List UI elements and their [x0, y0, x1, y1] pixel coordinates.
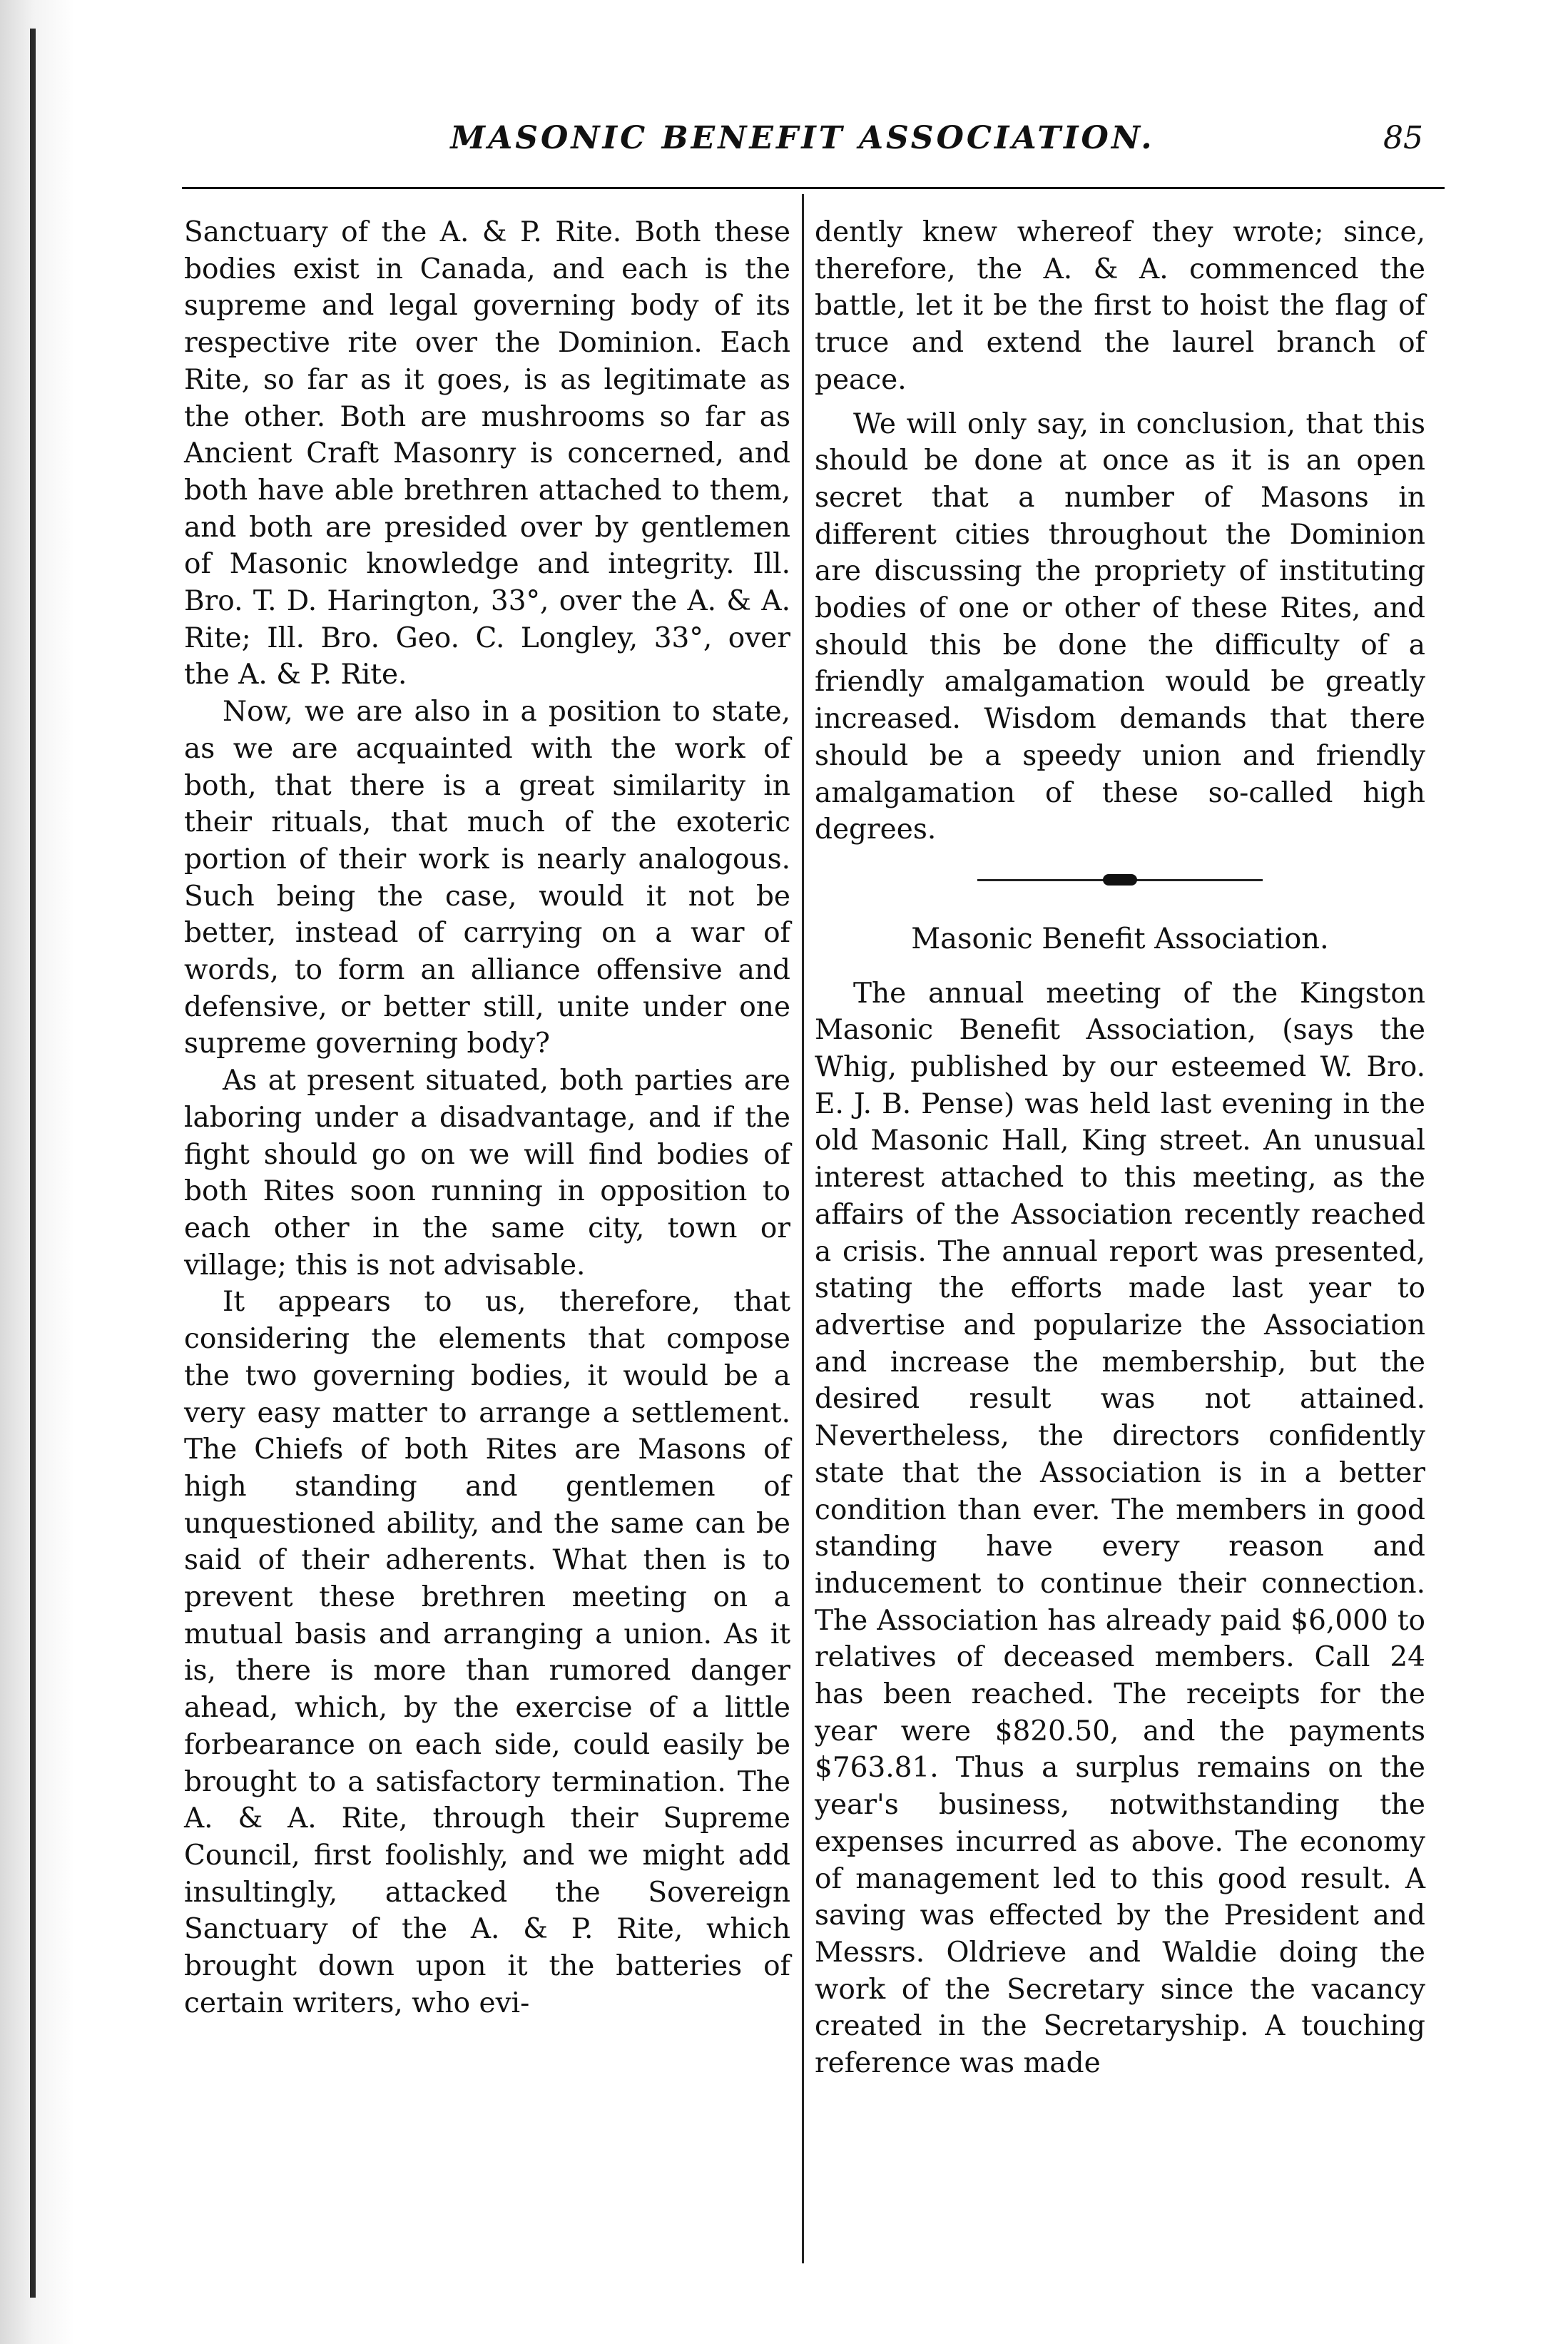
article-divider: [815, 848, 1425, 911]
left-paragraph-1: Sanctuary of the A. & P. Rite. Both these bodies exist in Canada, and each is the supreme and legal governing body of its respective rite over the Dominion. Each Rite, so far as it goes, is as legitimate as the other. Both are mushrooms so far as Ancient Craft Masonry is concerned, and both have able brethren attached to them, and both are presided over by gentlemen of Masonic knowledge and integrity. Ill. Bro. T. D. Harington, 33°, over the A. & A. Rite; Ill. Bro. Geo. C. Longley, 33°, over the A. & P. Rite.: [184, 216, 790, 691]
left-paragraph-2: Now, we are also in a position to state, as we are acquainted with the work of both, that there is a great similarity in their rituals, that much of the exoteric portion of their work is nearly analogous. Such being the case, would it not be better, instead of carrying on a war of words, to form an alliance offensive and defensive, or better still, unite under one supreme governing body?: [184, 696, 790, 1060]
article-paragraph-1: The annual meeting of the Kingston Masonic Benefit Association, (says the Whig, published by our esteemed W. Bro. E. J. B. Pense) was held last evening in the old Masonic Hall, King street. An unusual interest attached to this meeting, as the affairs of the Association recently reached a crisis. The annual report was presented, stating the efforts made last year to advertise and popularize the Association and increase the membership, but the desired result was not attained. Nevertheless, the directors confidently state that the Association is in a better condition than ever. The members in good standing have every reason and inducement to continue their connection. The Association has already paid $6,000 to relatives of deceased members. Call 24 has been reached. The receipts for the year were $820.50, and the payments $763.81. Thus a surplus remains on the year's business, notwithstanding the expenses incurred as above. The economy of management led to this good result. A saving was effected by the President and Messrs. Oldrieve and Waldie doing the work of the Secretary since the vacancy created in the Secretaryship. A touching reference was made: [815, 977, 1425, 2080]
page-number: 85: [1383, 120, 1423, 156]
right-paragraph-2: We will only say, in conclusion, that this should be done at once as it is an open secret that a number of Masons in different cities throughout the Dominion are discussing the propriety of instituting bodies of one or other of these Rites, and should this be done the difficulty of a friendly amalgamation would be greatly increased. Wisdom demands that there should be a speedy union and friendly amalgamation of these so-called high degrees.: [815, 407, 1425, 846]
column-divider: [802, 194, 804, 2263]
left-column: [184, 214, 790, 2021]
binding-rule: [30, 29, 36, 2298]
left-paragraph-3: As at present situated, both parties are laboring under a disadvantage, and if the fight should go on we will find bodies of both Rites soon running in opposition to each other in the same city, town or village; this is not advisable.: [184, 1065, 790, 1282]
article-title: Masonic Benefit Association.: [911, 922, 1329, 955]
page-binding-edge: [0, 0, 75, 2344]
running-head: [182, 120, 1423, 184]
header-rule: [182, 187, 1445, 189]
right-paragraph-1: dently knew whereof they wrote; since, therefore, the A. & A. commenced the battle, let it be the first to hoist the flag of truce and extend the laurel branch of peace.: [815, 216, 1425, 396]
left-paragraph-4: It appears to us, therefore, that considering the elements that compose the two governing bodies, it would be a very easy matter to arrange a settlement. The Chiefs of both Rites are Masons of high standing and gentlemen of unquestioned ability, and the same can be said of their adherents. What then is to prevent these brethren meeting on a mutual basis and arranging a union. As it is, there is more than rumored danger ahead, which, by the exercise of a little forbearance on each side, could easily be brought to a satisfactory termination. The A. & A. Rite, through their Supreme Council, first foolishly, and we might add insultingly, attacked the Sovereign Sanctuary of the A. & P. Rite, which brought down upon it the batteries of certain writers, who evi-: [184, 1286, 790, 2019]
right-column: [815, 214, 1425, 2082]
divider-ornament: [1103, 874, 1137, 886]
running-head-title: MASONIC BENEFIT ASSOCIATION.: [450, 120, 1155, 156]
